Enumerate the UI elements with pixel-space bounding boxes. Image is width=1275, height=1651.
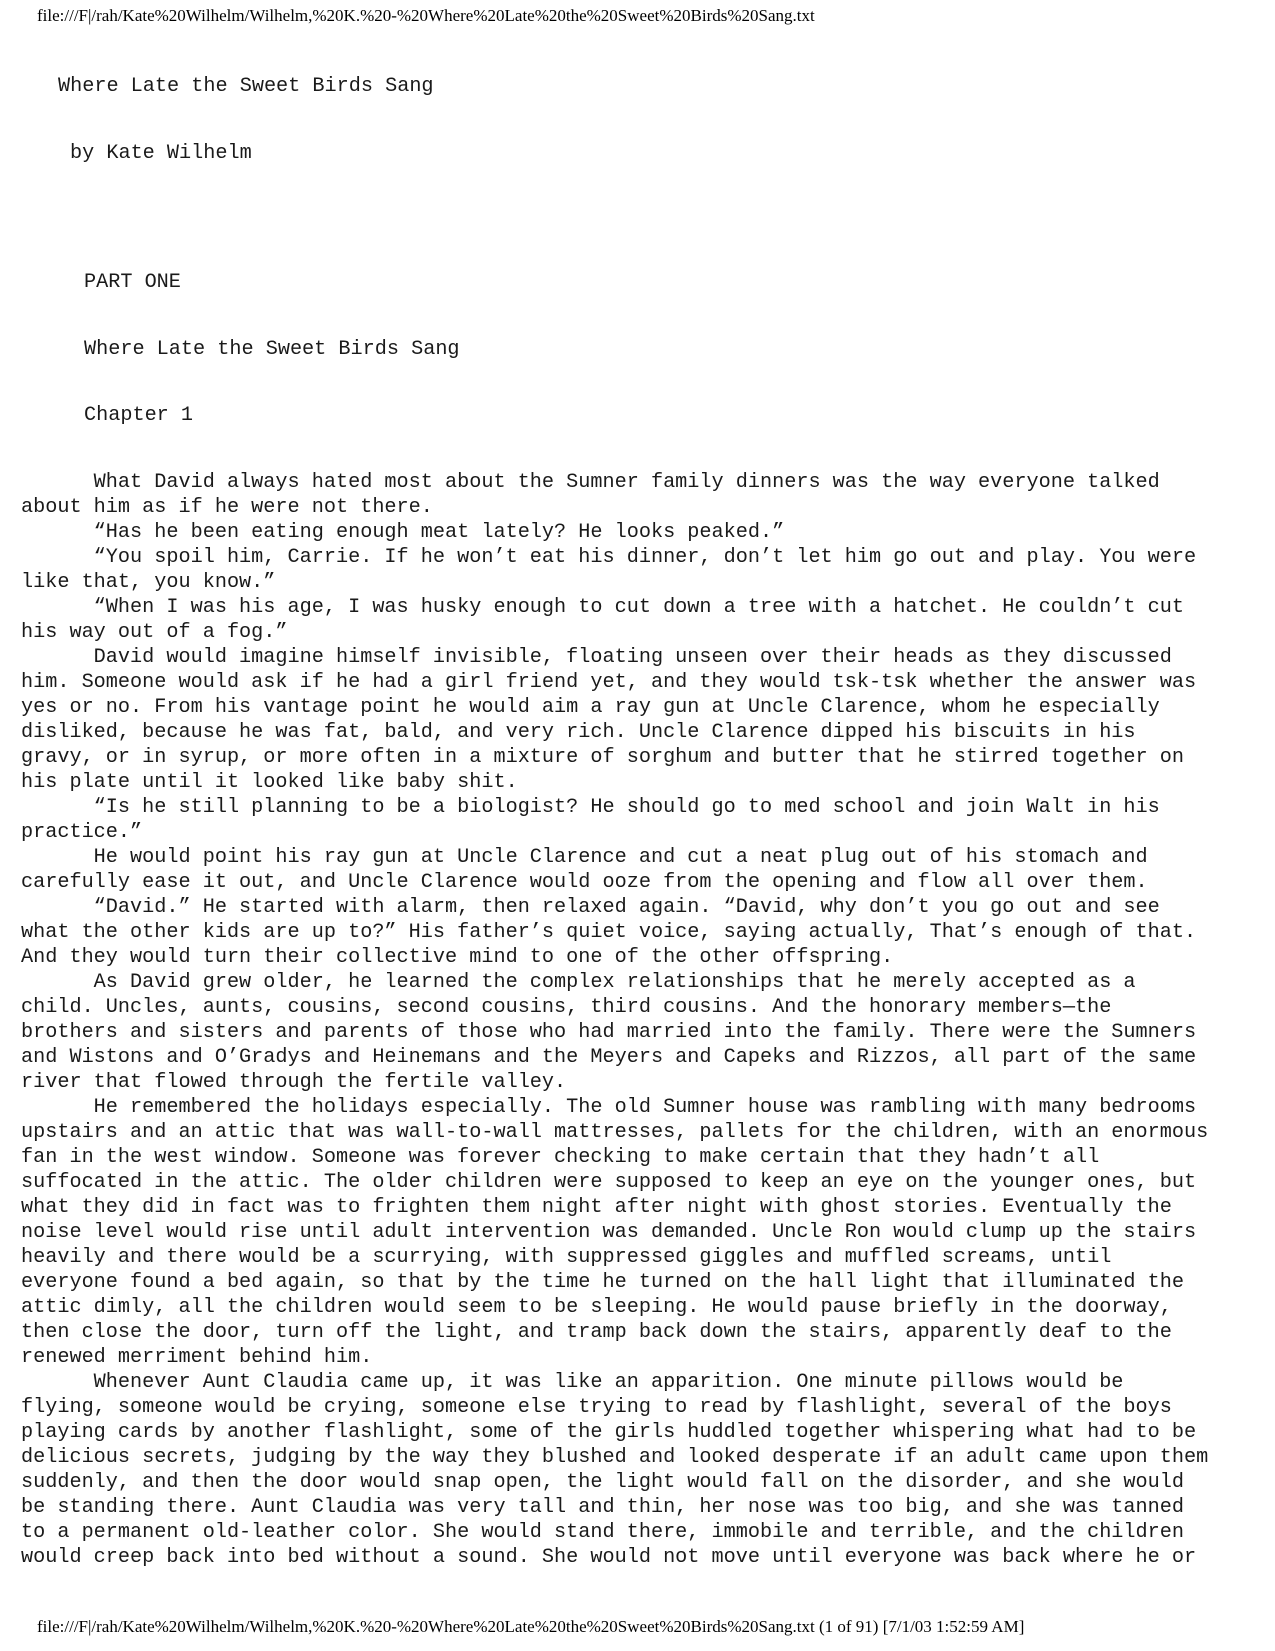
text-line: about him as if he were not there.: [21, 496, 433, 519]
text-line: delicious secrets, judging by the way they blushed and looked desperate if an adult came upon them: [21, 1446, 1209, 1469]
chapter-heading: Chapter 1: [84, 404, 194, 427]
text-line: disliked, because he was fat, bald, and very rich. Uncle Clarence dipped his biscuits in his: [21, 721, 1136, 744]
part-title: Where Late the Sweet Birds Sang: [84, 338, 460, 361]
text-line: his way out of a fog.”: [21, 621, 288, 644]
text-line: attic dimly, all the children would seem to be sleeping. He would pause briefly in the doorway,: [21, 1296, 1172, 1319]
text-line: “When I was his age, I was husky enough to cut down a tree with a hatchet. He couldn’t cut: [21, 596, 1184, 619]
text-line: noise level would rise until adult intervention was demanded. Uncle Ron would clump up the stairs: [21, 1221, 1197, 1244]
text-line: “Is he still planning to be a biologist? He should go to med school and join Walt in his: [21, 796, 1160, 819]
body-text: [21, 470, 1208, 1570]
text-line: upstairs and an attic that was wall-to-wall mattresses, pallets for the children, with an enormous: [21, 1121, 1209, 1144]
text-line: brothers and sisters and parents of those who had married into the family. There were the Sumners: [21, 1021, 1197, 1044]
text-line: to a permanent old-leather color. She would stand there, immobile and terrible, and the children: [21, 1521, 1184, 1544]
book-title: Where Late the Sweet Birds Sang: [58, 75, 434, 98]
text-line: suddenly, and then the door would snap open, the light would fall on the disorder, and she would: [21, 1471, 1184, 1494]
text-line: yes or no. From his vantage point he would aim a ray gun at Uncle Clarence, whom he especially: [21, 696, 1160, 719]
text-line: What David always hated most about the Sumner family dinners was the way everyone talked: [21, 471, 1160, 494]
text-line: carefully ease it out, and Uncle Clarence would ooze from the opening and flow all over them.: [21, 871, 1148, 894]
text-line: flying, someone would be crying, someone else trying to read by flashlight, several of the boys: [21, 1396, 1172, 1419]
text-line: suffocated in the attic. The older children were supposed to keep an eye on the younger ones, but: [21, 1171, 1197, 1194]
part-heading: PART ONE: [84, 271, 181, 294]
text-line: gravy, or in syrup, or more often in a mixture of sorghum and butter that he stirred together on: [21, 746, 1184, 769]
text-line: He remembered the holidays especially. The old Sumner house was rambling with many bedrooms: [21, 1096, 1197, 1119]
text-line: like that, you know.”: [21, 571, 276, 594]
text-line: Whenever Aunt Claudia came up, it was like an apparition. One minute pillows would be: [21, 1371, 1124, 1394]
text-line: everyone found a bed again, so that by the time he turned on the hall light that illuminated the: [21, 1271, 1184, 1294]
text-line: would creep back into bed without a sound. She would not move until everyone was back where he or: [21, 1546, 1197, 1569]
text-line: him. Someone would ask if he had a girl friend yet, and they would tsk-tsk whether the answer was: [21, 671, 1197, 694]
text-line: As David grew older, he learned the complex relationships that he merely accepted as a: [21, 971, 1136, 994]
text-line: “David.” He started with alarm, then relaxed again. “David, why don’t you go out and see: [21, 896, 1160, 919]
text-line: renewed merriment behind him.: [21, 1346, 373, 1369]
text-line: He would point his ray gun at Uncle Clarence and cut a neat plug out of his stomach and: [21, 846, 1148, 869]
text-line: playing cards by another flashlight, some of the girls huddled together whispering what had to be: [21, 1421, 1197, 1444]
text-line: And they would turn their collective mind to one of the other offspring.: [21, 946, 894, 969]
footer-url: file:///F|/rah/Kate%20Wilhelm/Wilhelm,%20K.%20-%20Where%20Late%20the%20Sweet%20Birds%20Sang.txt (1 of 91) [7/1/03 1:52:59 AM]: [37, 1617, 1025, 1636]
text-line: then close the door, turn off the light, and tramp back down the stairs, apparently deaf to the: [21, 1321, 1172, 1344]
text-line: what they did in fact was to frighten them night after night with ghost stories. Eventually the: [21, 1196, 1172, 1219]
header-url: file:///F|/rah/Kate%20Wilhelm/Wilhelm,%20K.%20-%20Where%20Late%20the%20Sweet%20Birds%20Sang.txt: [37, 6, 815, 25]
text-line: practice.”: [21, 821, 143, 844]
text-line: river that flowed through the fertile valley.: [21, 1071, 567, 1094]
text-line: “Has he been eating enough meat lately? He looks peaked.”: [21, 521, 785, 544]
text-line: his plate until it looked like baby shit.: [21, 771, 518, 794]
text-line: child. Uncles, aunts, cousins, second cousins, third cousins. And the honorary members—the: [21, 996, 1112, 1019]
text-line: what the other kids are up to?” His father’s quiet voice, saying actually, That’s enough of that.: [21, 921, 1197, 944]
text-line: David would imagine himself invisible, floating unseen over their heads as they discussed: [21, 646, 1172, 669]
text-line: and Wistons and O’Gradys and Heinemans and the Meyers and Capeks and Rizzos, all part of the same: [21, 1046, 1197, 1069]
book-byline: by Kate Wilhelm: [70, 142, 252, 165]
text-line: be standing there. Aunt Claudia was very tall and thin, her nose was too big, and she was tanned: [21, 1496, 1184, 1519]
text-line: heavily and there would be a scurrying, with suppressed giggles and muffled screams, until: [21, 1246, 1112, 1269]
text-line: “You spoil him, Carrie. If he won’t eat his dinner, don’t let him go out and play. You were: [21, 546, 1197, 569]
text-line: fan in the west window. Someone was forever checking to make certain that they hadn’t all: [21, 1146, 1100, 1169]
